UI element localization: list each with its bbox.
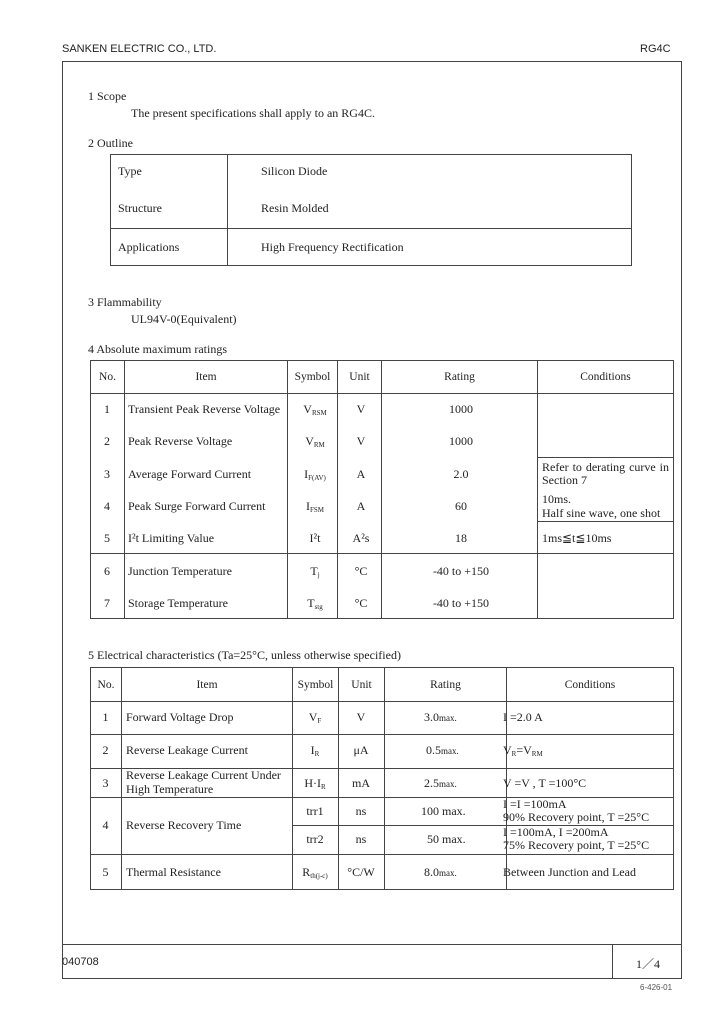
abs-row4-conditions-b: Half sine wave, one shot [542,506,661,520]
elec-row4-unit-b: ns [355,832,367,846]
outline-label-type: Type [118,164,142,178]
abs-row4-no: 4 [104,499,110,513]
footer-doc-code: 6-426-01 [640,983,673,992]
elec-row1-symbol: $V_F$ [308,710,322,725]
elec-col-no: No. [91,668,122,702]
abs-row4-rating: 60 [455,499,467,513]
elec-col-item: Item [122,668,293,702]
elec-row4-item: Reverse Recovery Time [126,818,242,832]
flammability-text: UL94V-0(Equivalent) [131,312,237,326]
elec-row3-item-b: High Temperature [126,782,214,796]
abs-row2-symbol: $V_{RM}$ [305,434,325,449]
elec-title: 5 Electrical characteristics (Ta=25°C, unless otherwise specified) [88,648,401,662]
abs-row5-unit: A²s [352,531,370,545]
abs-row1-symbol: $V_{RSM}$ [303,402,327,417]
abs-row7-rating: -40 to +150 [432,596,490,610]
abs-col-rating: Rating [382,361,538,394]
footer-page: 1／4 [636,957,661,971]
scope-title: 1 Scope [88,89,127,103]
outline-divider-v [227,154,228,266]
abs-col-conditions: Conditions [538,361,674,394]
abs-col-unit: Unit [338,361,382,394]
abs-row2-item: Peak Reverse Voltage [128,434,233,448]
abs-row4-conditions-a: 10ms. [542,492,572,506]
abs-row3-conditions: Refer to derating curve in Section 7 [542,460,669,487]
abs-row6-no: 6 [104,564,110,578]
outline-value-type: Silicon Diode [261,164,328,178]
outline-divider-h [110,228,632,229]
abs-row1-item: Transient Peak Reverse Voltage [128,402,281,416]
abs-cond-12 [538,394,674,458]
abs-row6-unit: °C [354,564,368,578]
abs-col-no: No. [91,361,125,394]
abs-row7-item: Storage Temperature [128,596,228,610]
elec-col-rating: Rating [385,668,507,702]
abs-row5-rating: 18 [455,531,467,545]
elec-row4-conditions-b1: I =100mA, I =200mA [503,825,609,839]
abs-row7-unit: °C [354,596,368,610]
abs-col-item: Item [125,361,288,394]
elec-row5-item: Thermal Resistance [126,865,221,879]
elec-row1-rating: 3.0max. [424,710,457,724]
abs-row2-rating: 1000 [449,434,473,448]
footer-date: 040708 [62,956,99,968]
elec-row2-unit: μA [353,743,369,757]
abs-row3-rating: 2.0 [453,467,469,481]
elec-row4-symbol-a: trr1 [306,804,324,818]
abs-row4-unit: A [356,499,366,513]
elec-row5-conditions: Between Junction and Lead [503,865,636,879]
elec-row3-conditions: V =V , T =100°C [503,776,587,790]
elec-row3-unit: mA [352,776,370,790]
elec-row3-no: 3 [102,776,109,790]
outline-label-structure: Structure [118,201,162,215]
part-number: RG4C [640,43,671,55]
abs-row3-no: 3 [104,467,110,481]
abs-row3-unit: A [356,467,366,481]
abs-row6-item: Junction Temperature [128,564,232,578]
abs-max-table [90,360,674,619]
elec-row4-conditions-a1: I =I =100mA [503,797,567,811]
elec-row2-no: 2 [102,743,109,757]
outline-title: 2 Outline [88,136,133,150]
elec-row4-rating-b: 50 max. [427,832,466,846]
abs-row7-symbol: $T_{stg}$ [307,596,323,611]
elec-row1-no: 1 [102,710,109,724]
elec-row4-conditions-b2: 75% Recovery point, T =25°C [503,838,650,852]
elec-row1-conditions: I =2.0 A [503,710,543,724]
abs-max-title: 4 Absolute maximum ratings [88,342,227,356]
abs-row3-item: Average Forward Current [128,467,252,481]
abs-row1-no: 1 [104,402,110,416]
elec-row3-rating: 2.5max. [424,776,457,790]
elec-row3-item-a: Reverse Leakage Current Under [126,768,281,782]
footer-divider [612,944,613,979]
abs-col-symbol: Symbol [288,361,338,394]
abs-row2-unit: V [356,434,366,448]
elec-row1-item: Forward Voltage Drop [126,710,234,724]
abs-row6-symbol: $T_j$ [310,564,320,579]
abs-row4-symbol: $I_{FSM}$ [305,499,324,514]
abs-row5-symbol: I²t [309,531,321,545]
elec-row4-unit-a: ns [355,804,367,818]
elec-row2-item: Reverse Leakage Current [126,743,248,757]
elec-col-conditions: Conditions [507,668,674,702]
elec-row3-symbol: $H\cdot I_R$ [304,776,326,791]
abs-row1-rating: 1000 [449,402,473,416]
abs-row5-no: 5 [104,531,110,545]
abs-row1-unit: V [356,402,366,416]
elec-row5-unit: °C/W [347,865,375,879]
elec-row2-rating: 0.5max. [426,743,459,757]
footer-rule [62,944,682,945]
abs-row6-rating: -40 to +150 [432,564,490,578]
scope-text: The present specifications shall apply to an RG4C. [131,106,375,120]
elec-row1-unit: V [356,710,366,724]
elec-row5-rating: 8.0max. [424,865,457,879]
outline-value-applications: High Frequency Rectification [261,240,404,254]
company-name: SANKEN ELECTRIC CO., LTD. [62,43,217,55]
flammability-title: 3 Flammability [88,295,162,309]
elec-col-unit: Unit [339,668,385,702]
abs-row5-item: I²t Limiting Value [128,531,215,545]
abs-row2-no: 2 [104,434,110,448]
elec-row5-symbol: $R_{th(j-c)}$ [302,865,328,880]
outline-value-structure: Resin Molded [261,201,329,215]
abs-row7-no: 7 [104,596,110,610]
abs-row4-item: Peak Surge Forward Current [128,499,266,513]
outline-label-applications: Applications [118,240,180,254]
elec-col-symbol: Symbol [293,668,339,702]
elec-row4-conditions-a2: 90% Recovery point, T =25°C [503,810,650,824]
abs-row3-symbol: $I_{F(AV)}$ [304,467,326,482]
elec-row5-no: 5 [102,865,109,879]
abs-row5-conditions: 1ms≦t≦10ms [542,531,612,545]
elec-row4-symbol-b: trr2 [306,832,324,846]
elec-row2-symbol: $I_R$ [310,743,320,758]
elec-row4-rating-a: 100 max. [421,804,466,818]
elec-row2-conditions: $V_R=V_{RM}$ [503,743,543,758]
elec-row4-no: 4 [102,818,109,832]
